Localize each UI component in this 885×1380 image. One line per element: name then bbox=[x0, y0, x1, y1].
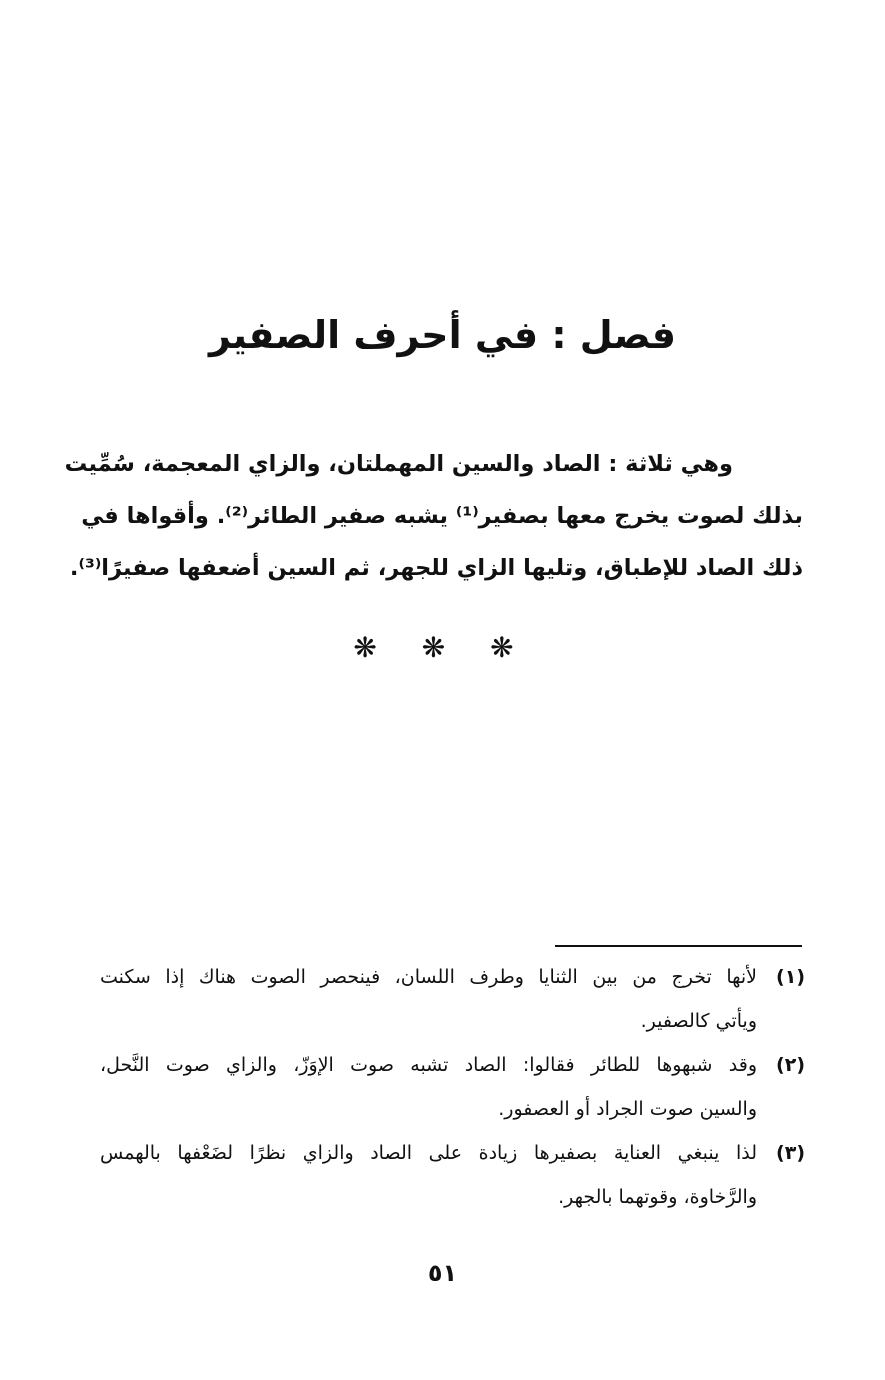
footnote-1 bbox=[100, 955, 805, 1043]
section-divider-ornament: ❋ ❋ ❋ bbox=[353, 631, 532, 664]
footnote-2 bbox=[100, 1043, 805, 1131]
body-line: وهي ثلاثة : الصاد والسين المهملتان، والزاي المعجمة، سُمِّيت bbox=[64, 451, 733, 477]
footnote-line: وقد شبهوها للطائر فقالوا: الصاد تشبه صوت الإوَزّ، والزاي صوت النَّحل، bbox=[100, 1054, 757, 1076]
footnote-3 bbox=[100, 1131, 805, 1219]
footnote-line: والرَّخاوة، وقوتهما بالجهر. bbox=[558, 1186, 757, 1208]
footnote-line: لأنها تخرج من بين الثنايا وطرف اللسان، فينحصر الصوت هناك إذا سكنت bbox=[100, 966, 757, 988]
footnote-line: ويأتي كالصفير. bbox=[640, 1010, 757, 1032]
body-line: بذلك لصوت يخرج معها بصفير⁽¹⁾ يشبه صفير الطائر⁽²⁾. وأقواها في bbox=[81, 503, 803, 529]
footnote-separator bbox=[555, 945, 802, 947]
footnote-line: لذا ينبغي العناية بصفيرها زيادة على الصاد والزاي نظرًا لضَعْفها بالهمس bbox=[100, 1142, 757, 1164]
chapter-title: فصل : في أحرف الصفير bbox=[208, 313, 677, 357]
page-number: ٥١ bbox=[427, 1259, 458, 1287]
body-line: ذلك الصاد للإطباق، وتليها الزاي للجهر، ثم السين أضعفها صفيرًا⁽³⁾. bbox=[69, 555, 803, 581]
footnote-line: والسين صوت الجراد أو العصفور. bbox=[498, 1098, 757, 1120]
footnote-number: (١) bbox=[776, 966, 805, 988]
footnotes bbox=[100, 955, 805, 1219]
footnote-number: (٣) bbox=[776, 1142, 805, 1164]
footnote-number: (٢) bbox=[776, 1054, 805, 1076]
body-paragraph bbox=[64, 438, 803, 594]
